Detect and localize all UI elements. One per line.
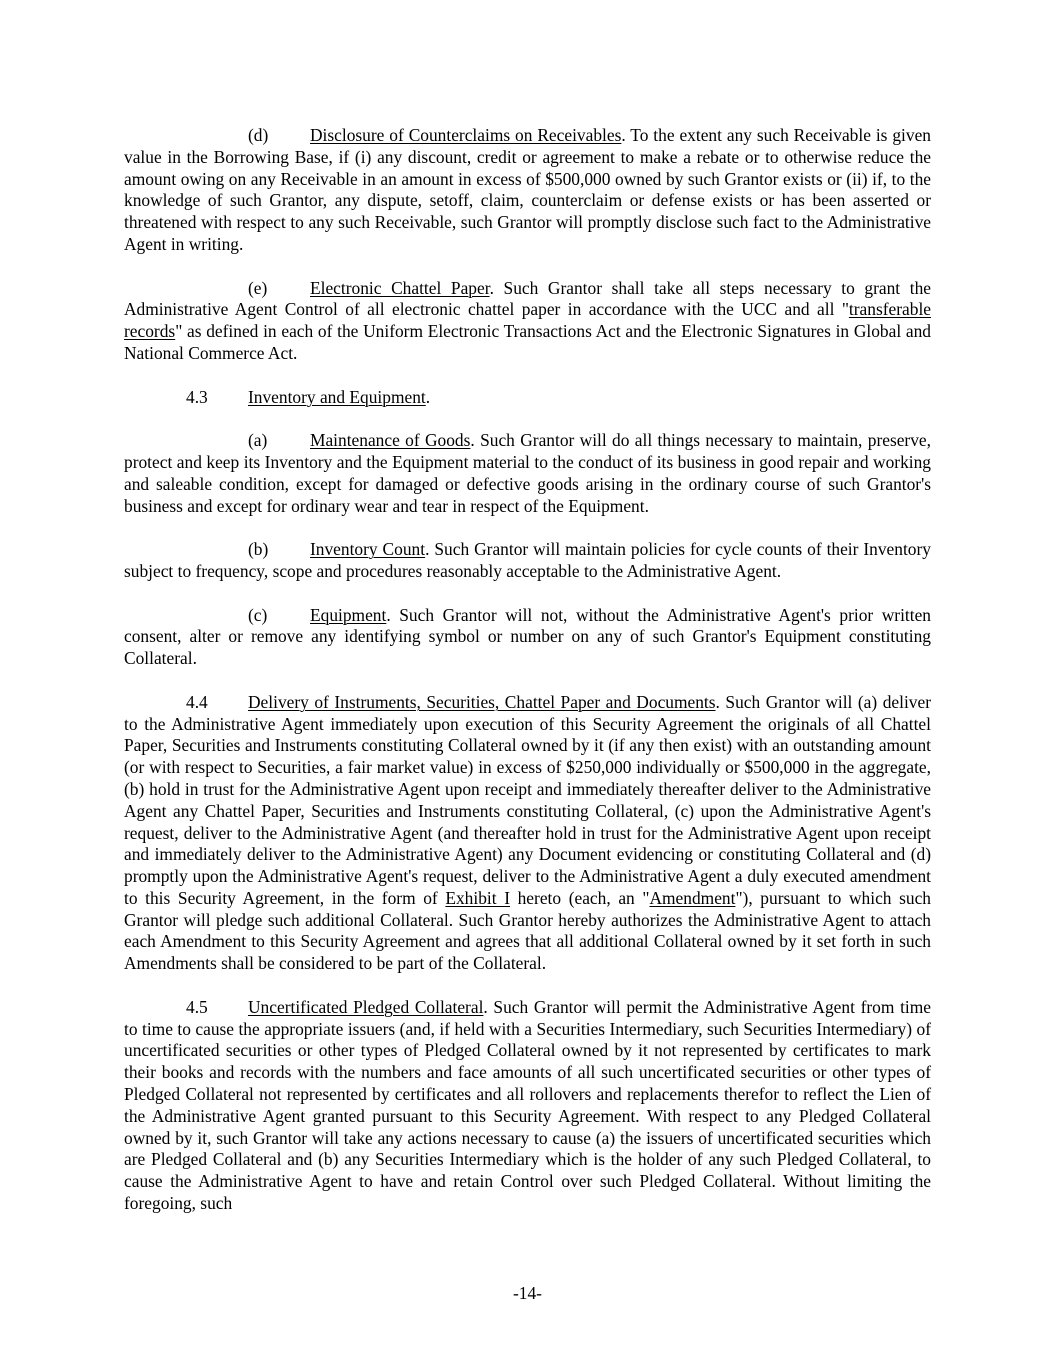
paragraph-text: . To the extent any such Receivable is given value in the Borrowing Base, if (i) any discount, credit or agreement to make a rebate or to otherwise reduce the amount owing on any Receivable in an amount in excess of $500,000 owned by such Grantor exists or (ii) if, to the knowledge of such Grantor, any dispute, setoff, claim, counterclaim or defense exists or has been asserted or threatened with respect to any such Receivable, such Grantor will promptly disclose such fact to the Administrative Agent in writing. [124,125,931,254]
section-heading: Disclosure of Counterclaims on Receivables [310,125,622,145]
section-heading: Equipment [310,604,387,625]
paragraph-4-4 [124,692,931,975]
section-number: 4.5 [186,996,208,1017]
section-number: (d) [248,125,269,145]
section-heading: Uncertificated Pledged Collateral [248,996,484,1017]
paragraph-text: " as defined in each of the Uniform Electronic Transactions Act and the Electronic Signatures in Global and National Commerce Act. [124,321,931,363]
section-heading: Electronic Chattel Paper [310,277,490,298]
defined-term: Amendment [649,887,736,908]
paragraph-b [124,539,931,583]
document-page [124,125,931,1237]
section-heading: Inventory and Equipment [248,386,426,407]
page-number: -14- [513,1283,542,1303]
paragraph-text: . Such Grantor will permit the Administrative Agent from time to time to cause the appropriate issuers (and, if held with a Securities Intermediary, such Securities Intermediary) of uncertificated securities or other types of Pledged Collateral owned by it not represented by certificates to mark their books and records with the numbers and face amounts of all such uncertificated securities or other types of Pledged Collateral not represented by certificates and all rollovers and replacements therefor to reflect the Lien of the Administrative Agent granted pursuant to this Security Agreement. With respect to any Pledged Collateral owned by it, such Grantor will take any actions necessary to cause (a) the issuers of uncertificated securities which are Pledged Collateral and (b) any Securities Intermediary which is the holder of any such Pledged Collateral, to cause the Administrative Agent to have and retain Control over such Pledged Collateral. Without limiting the foregoing, such [124,996,931,1214]
section-number: (b) [248,539,269,560]
paragraph-text: . Such Grantor will not, without the Administrative Agent's prior written consent, alter or remove any identifying symbol or number on any of such Grantor's Equipment constituting Collateral. [124,604,931,669]
paragraph-d [124,125,931,256]
section-number: 4.4 [186,691,208,712]
paragraph-text: "), pursuant to which such Grantor will pledge such additional Collateral. Such Grantor hereby authorizes the Administrative Agent to attach each Amendment to this Security Agreement and agrees that all additional Collateral owned by it set forth in such Amendments shall be considered to be part of the Collateral. [124,887,931,974]
section-heading: Delivery of Instruments, Securities, Chattel Paper and Documents [248,691,716,712]
defined-term: transferable records [124,299,931,342]
section-number: (e) [248,277,268,298]
paragraph-text: . Such Grantor will do all things necessary to maintain, preserve, protect and keep its Inventory and the Equipment material to the conduct of its business in good repair and working and saleable condition, except for damaged or defective goods arising in the ordinary course of such Grantor's business and except for ordinary wear and tear in respect of the Equipment. [124,430,931,516]
paragraph-text: hereto (each, an " [509,887,650,908]
paragraph-text: . Such Grantor will maintain policies for cycle counts of their Inventory subject to frequency, scope and procedures reasonably acceptable to the Administrative Agent. [124,539,931,581]
paragraph-text: . [425,386,431,407]
paragraph-text: . Such Grantor will (a) deliver to the Administrative Agent immediately upon execution of this Security Agreement the originals of all Chattel Paper, Securities and Instruments constituting Collateral owned by it (if any then exist) with an outstanding amount (or with respect to Securities, a fair market value) in excess of $250,000 individually or $500,000 in the aggregate, (b) hold in trust for the Administrative Agent upon receipt and immediately thereafter deliver to the Administrative Agent any Chattel Paper, Securities and Instruments constituting Collateral, (c) upon the Administrative Agent's request, deliver to the Administrative Agent (and thereafter hold in trust for the Administrative Agent upon receipt and immediately deliver to the Administrative Agent) any Document evidencing or constituting Collateral and (d) promptly upon the Administrative Agent's request, deliver to the Administrative Agent a duly executed amendment to this Security Agreement, in the form of [124,691,931,908]
section-number: 4.3 [186,386,208,407]
section-number: (a) [248,430,268,451]
paragraph-a [124,430,931,517]
exhibit-reference: Exhibit I [445,887,510,908]
section-number: (c) [248,604,268,625]
paragraph-4-5 [124,997,931,1215]
section-heading: Maintenance of Goods [310,430,471,451]
paragraph-c [124,605,931,670]
paragraph-e [124,278,931,365]
paragraph-text: . Such Grantor shall take all steps necessary to grant the Administrative Agent Control of all electronic chattel paper in accordance with the UCC and all " [124,277,932,320]
paragraph-4-3 [124,387,931,409]
section-heading: Inventory Count [310,539,426,560]
